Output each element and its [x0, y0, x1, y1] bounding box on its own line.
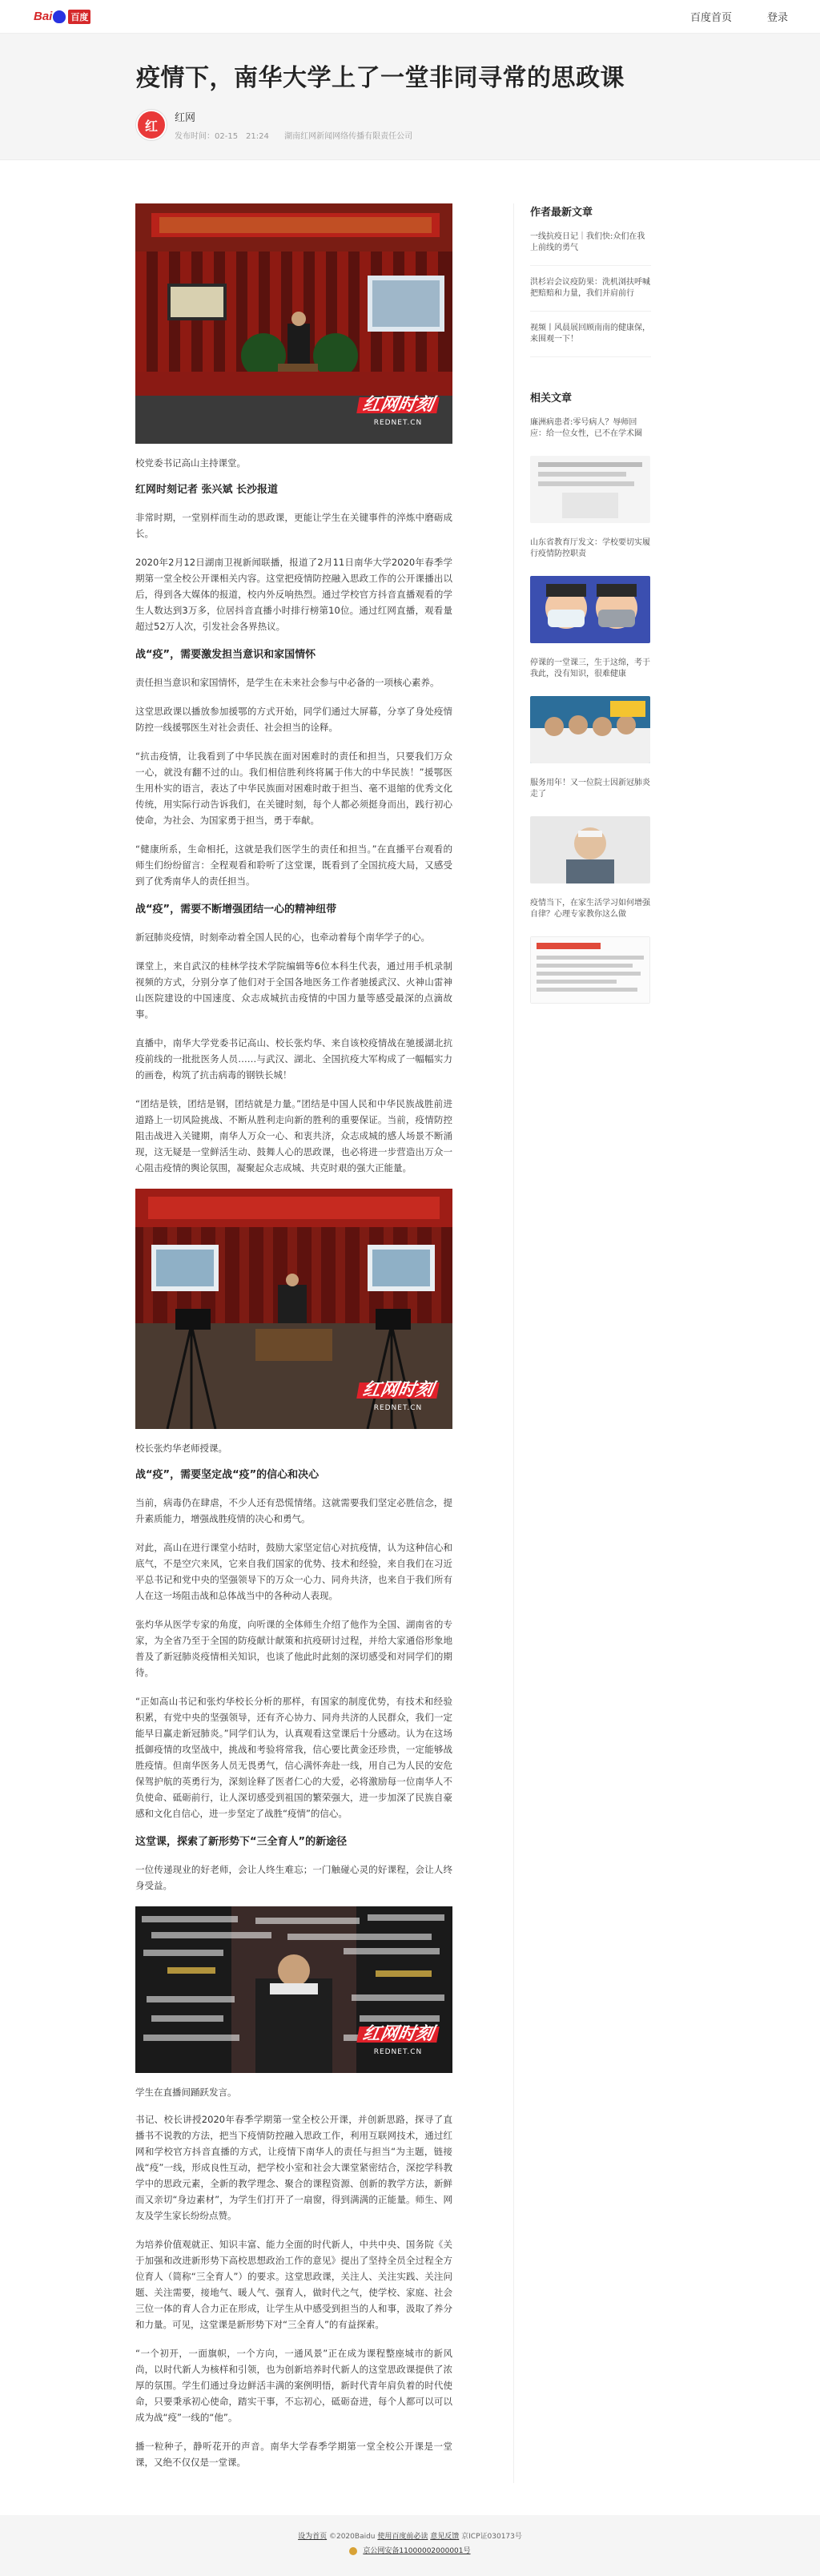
police-badge-icon [349, 2547, 357, 2555]
related-article[interactable] [530, 898, 651, 1004]
author-articles-title: 作者最新文章 [530, 207, 593, 219]
byline: 红网时刻记者 张兴斌 长沙报道 [135, 484, 279, 496]
section-heading: 这堂课，探索了新形势下“三全育人”的新途径 [135, 1836, 348, 1848]
paragraph: 这堂思政课以播放参加援鄂的方式开始，同学们通过大屏幕，分享了身处疫情防控一线援鄂医生对社会责任、社会担当的诠释。 [135, 706, 452, 733]
baidu-logo[interactable]: Bai 百度 [34, 10, 90, 24]
page-title: 疫情下，南华大学上了一堂非同寻常的思政课 [136, 64, 625, 92]
author-name[interactable]: 红网 [175, 112, 196, 124]
watermark-logo: 红网时刻 REDNET.CN [358, 397, 438, 431]
related-article-title[interactable]: 停课的一堂课三，生于这绵，考于我此，没有知识，很难健康 [530, 658, 650, 678]
publish-time: 发布时间：02-15 21:24 [175, 132, 269, 141]
related-article[interactable] [530, 658, 651, 763]
photo-caption-3: 学生在直播间踊跃发言。 [135, 2087, 237, 2098]
paragraph: 直播中，南华大学党委书记高山、校长张灼华、来自该校疫情战在驰援湖北抗疫前线的一批批医务人员……与武汉、湖北、全国抗疫大军构成了一幅幅实力的画卷，构筑了抗击病毒的钢铁长城！ [135, 1037, 452, 1081]
watermark-logo: 红网时刻 REDNET.CN [358, 1383, 438, 1416]
related-article-title[interactable]: 廉洲病患者:零号病人？辱师回应：给一位女性，已不在学术圈 [530, 418, 642, 438]
author-row [136, 109, 820, 141]
related-article-title[interactable]: 服务用年！又一位院士因新冠肺炎走了 [530, 779, 650, 799]
paragraph: “正如高山书记和张灼华校长分析的那样，有国家的制度优势，有技术和经验积累，有党中央的坚强领导，还有齐心协力、同舟共济的人民群众，我们一定能早日赢走新冠肺炎。”同学们认为，认真观看这堂课后十分感动。认为在这场抵御疫情的攻坚战中，挑战和考验将常我，信心要比黄金还珍贵，一定能够战胜疫情。但南华医务人员无畏勇气，信心满怀奔赴一线，用自己为人民的安危保驾护航的英勇行为，深刻诠释了医者仁心的大爱，必将激励每一位南华人不负使命、砥砺前行，让人深切感受到祖国的繁荣强大，进一步加深了民族自豪感和文化自信心，进一步坚定了战胜“疫情”的信心。 [135, 1696, 452, 1819]
article-photo-1 [135, 203, 452, 444]
publisher: 湖南红网新闻网络传播有限责任公司 [284, 132, 413, 141]
paragraph: 新冠肺炎疫情，时刻牵动着全国人民的心，也牵动着每个南华学子的心。 [135, 932, 430, 943]
section-heading: 战“疫”，需要坚定战“疫”的信心和决心 [135, 1469, 320, 1481]
terms-link[interactable]: 使用百度前必读 [377, 2533, 428, 2541]
author-meta [175, 129, 425, 141]
related-thumbnail[interactable] [530, 576, 650, 643]
police-record-link[interactable]: 京公网安备11000002000001号 [363, 2547, 471, 2555]
related-article-title[interactable]: 山东省教育厅发文：学校要切实履行疫情防控职责 [530, 538, 650, 558]
footer [0, 2515, 820, 2576]
baidu-home-link[interactable]: 百度首页 [689, 12, 732, 24]
paragraph: 课堂上，来自武汉的桂林学技术学院编辑等6位本科生代表，通过用手机录制视频的方式，分别分享了他们对于全国各地医务工作者驰援武汉、火神山雷神山医院建设的中国速度、众志成城抗击疫情的中国力量等感受最深的点滴故事。 [135, 960, 452, 1020]
paragraph: 2020年2月12日湖南卫视新闻联播，报道了2月11日南华大学2020年春季学期第一堂全校公开课相关内容。这堂把疫情防控融入思政工作的公开课播出以后，得到各大媒体的报道，校内外反响热烈。通过学校官方抖音直播观看的学生人数达到3万多，位居抖音直播小时排行榜第10位。通过红网直播，观看量超过52万人次，引发社会各界热议。 [135, 557, 452, 632]
related-article[interactable] [530, 537, 651, 643]
avatar[interactable]: 红 [136, 110, 167, 140]
paragraph: “抗击疫情，让我看到了中华民族在面对困难时的责任和担当，只要我们万众一心，就没有翻不过的山。我们相信胜利终将属于伟大的中华民族！”援鄂医生用朴实的语言，表达了中华民族面对困难时敢于担当、毫不退缩的优秀文化传统，用实际行动告诉我们，在关键时刻，每个人都必须挺身而出，践行初心使命，为社会、为国家勇于担当，勇于奉献。 [135, 751, 452, 826]
set-homepage-link[interactable]: 设为首页 [298, 2533, 328, 2541]
icp-text: 京ICP证030173号 [461, 2533, 522, 2541]
paragraph: 非常时期，一堂别样而生动的思政课，更能让学生在关键事件的淬炼中磨砺成长。 [135, 512, 452, 539]
article-header [0, 34, 820, 160]
paragraph: “一个初开，一面旗帜，一个方向，一通风景”正在成为课程整座城市的新风尚，以时代新人为核样和引领，也为创新培养时代新人的这堂思政课提供了浓厚的氛围。学生们通过身边鲜活丰满的案例明悟，新时代青年肩负着的时代使命，只要秉承初心使命，踏实干事，不忘初心，砥砺奋进，每个人都可以可以成为战“疫”一线的“他”。 [135, 2348, 452, 2423]
watermark-logo: 红网时刻 REDNET.CN [358, 2027, 438, 2060]
login-link[interactable]: 登录 [766, 12, 788, 24]
related-thumbnail[interactable] [530, 456, 650, 523]
paragraph: 当前，病毒仍在肆虐，不少人还有恐慌情绪。这就需要我们坚定必胜信念，提升素质能力，增强战胜疫情的决心和勇气。 [135, 1497, 452, 1524]
section-heading: 战“疫”，需要激发担当意识和家国情怀 [135, 649, 316, 661]
paragraph: 播一粒种子，静听花开的声音。南华大学春季学期第一堂全校公开课是一堂课，又绝不仅仅是一堂课。 [135, 2441, 452, 2468]
author-article-link[interactable]: 一线抗疫日记｜我们快:众们在我上前线的勇气 [530, 231, 651, 266]
top-bar [0, 0, 820, 34]
paw-icon [53, 10, 66, 23]
copyright-text: ©2020Baidu [328, 2533, 376, 2541]
related-thumbnail[interactable] [530, 816, 650, 883]
author-article-link[interactable]: 视频丨风晨展回顾南南的健康保，来围观一下！ [530, 323, 651, 357]
article-photo-2 [135, 1189, 452, 1429]
paragraph: “健康所系，生命相托，这就是我们医学生的责任和担当。”在直播平台观看的师生们纷纷留言：全程观看和聆听了这堂课，既看到了全国抗疫大局，又感受到了优秀南华人的责任担当。 [135, 843, 452, 887]
related-article[interactable] [530, 417, 651, 523]
paragraph: 对此，高山在进行课堂小结时，鼓励大家坚定信心对抗疫情，认为这种信心和底气，不是空穴来风，它来自我们国家的优势、技术和经验，来自我们在习近平总书记和党中央的坚强领导下的万众一心力、同舟共济，也来自于我们所有人在这一场阻击战和总体战当中的各种动人表现。 [135, 1542, 452, 1601]
related-article[interactable] [530, 778, 651, 883]
paragraph: “团结是铁，团结是钢，团结就是力量。”团结是中国人民和中华民族战胜前进道路上一切风险挑战、不断从胜利走向新的胜利的重要保证。当前，疫情防控阻击战进入关键期，南华人万众一心、和衷共济，众志成城的感人场景不断涌现，这无疑是一堂鲜活生动、鼓舞人心的思政课，也必将进一步营造出万众一心阻击疫情的舆论氛围，凝聚起众志成城、共克时艰的强大正能量。 [135, 1098, 452, 1173]
related-article-title[interactable]: 疫情当下，在家生活学习如何增强自律？心理专家教你这么做 [530, 899, 650, 919]
related-title: 相关文章 [530, 392, 573, 405]
photo-caption-1: 校党委书记高山主持课堂。 [135, 457, 246, 469]
feedback-link[interactable]: 意见反馈 [430, 2533, 460, 2541]
paragraph: 一位传递现业的好老师，会让人终生难忘；一门触碰心灵的好课程，会让人终身受益。 [135, 1864, 452, 1891]
photo-caption-2: 校长张灼华老师授课。 [135, 1443, 227, 1454]
section-heading: 战“疫”，需要不断增强团结一心的精神纽带 [135, 904, 337, 916]
related-thumbnail[interactable] [530, 696, 650, 763]
paragraph: 张灼华从医学专家的角度，向听课的全体师生介绍了他作为全国、湖南省的专家，为全省乃至于全国的防疫献计献策和抗疫研讨过程，并给大家通俗形象地普及了新冠肺炎疫情相关知识，也谈了他此时此刻的深切感受和对同学们的期待。 [135, 1619, 452, 1678]
paragraph: 书记、校长讲授2020年春季学期第一堂全校公开课，并创新思路，探寻了直播书不说教的方法，把当下疫情防控融入思政工作，利用互联网技术，通过红网和学校官方抖音直播的方式，让疫情下南华人的责任与担当“为主题，链接战“疫”一线，形成良性互动，把学校小室和社会大课堂紧密结合，深挖学科教学中的思政元素，全新的教学理念、聚合的课程资源、创新的教学方法，新鲜而又亲切“身边素材”，为学生们打开了一扇窗，得到满满的正能量。师生、网友及学生家长纷纷点赞。 [135, 2114, 452, 2221]
paragraph: 责任担当意识和家国情怀，是学生在未来社会参与中必备的一项核心素养。 [135, 677, 440, 688]
main-container [0, 160, 820, 2515]
related-thumbnail[interactable] [530, 936, 650, 1004]
paragraph: 为培养价值观就正、知识丰富、能力全面的时代新人，中共中央、国务院《关于加强和改进新形势下高校思想政治工作的意见》提出了坚持全员全过程全方位育人（简称“三全育人”）的要求。这堂思政课，关注人、关注实践、关注问题、关注需要，接地气、暖人气、强育人，做时代之气，使学校、家庭、社会三位一体的育人合力正在形成，让学生从中感受到担当的人和事，汲取了养分和力量。可见，这堂课是新形势下对“三全育人”的有益探索。 [135, 2239, 452, 2330]
article-body [135, 203, 452, 2483]
top-nav [690, 9, 788, 24]
author-article-link[interactable]: 洪杉岩会议疫防果：洗机浏扶呼喊把赔赔和力量，我们并肩前行 [530, 277, 651, 312]
article-photo-3 [135, 1906, 452, 2073]
sidebar [513, 203, 651, 2483]
